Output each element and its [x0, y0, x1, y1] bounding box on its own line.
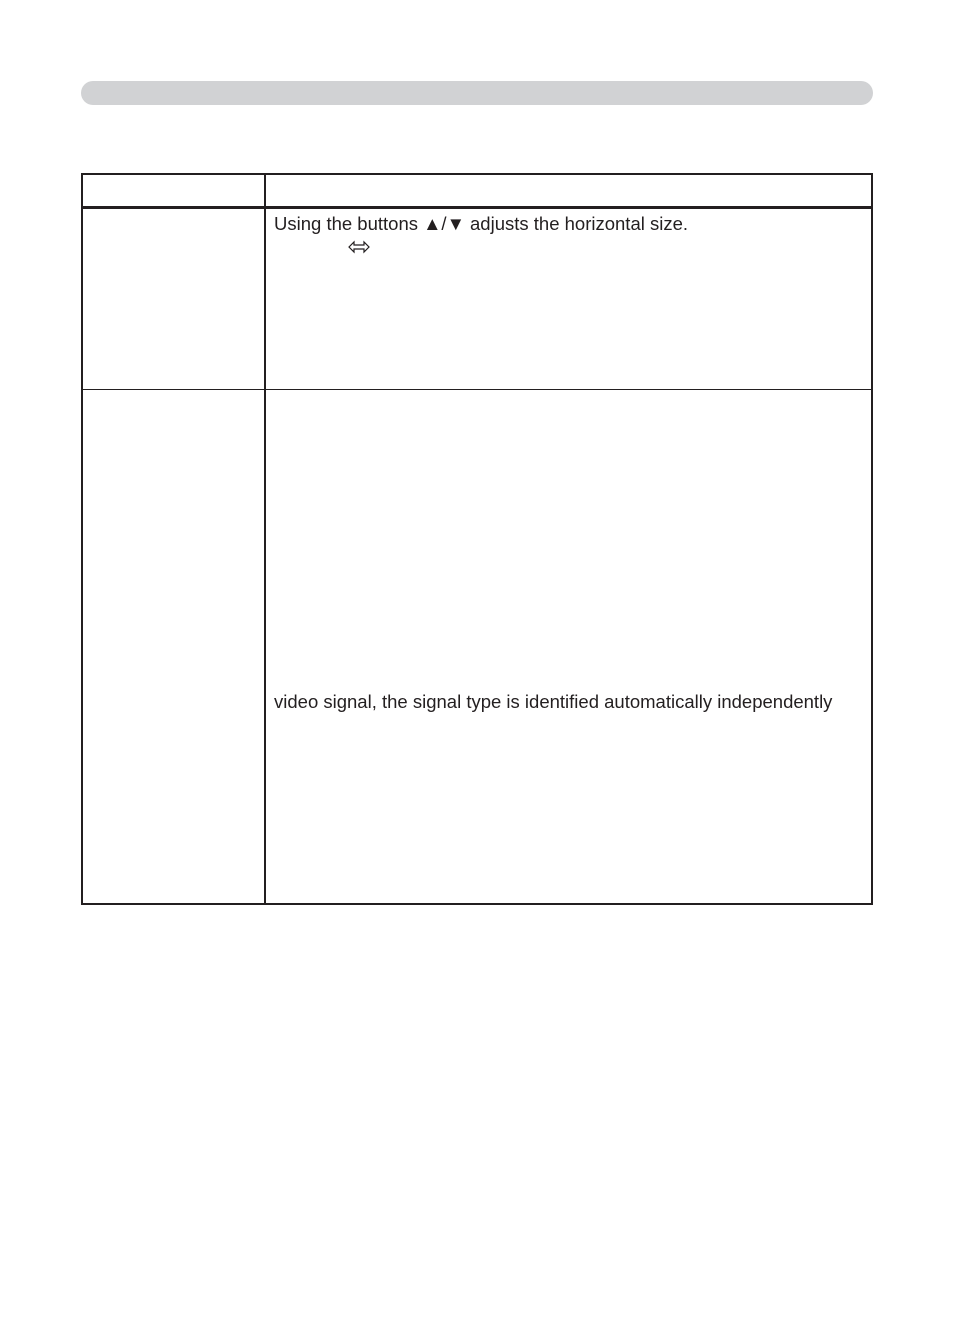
settings-table — [81, 173, 873, 905]
left-right-arrow-icon — [348, 240, 370, 254]
h-size-description: Using the buttons ▲/▼ adjusts the horizontal size. — [274, 213, 689, 234]
section-header-bar — [81, 81, 873, 105]
header-row-divider — [83, 206, 871, 209]
video-format-description: video signal, the signal type is identified automatically independently — [274, 691, 833, 712]
column-divider — [264, 175, 266, 903]
row-divider — [83, 389, 871, 390]
